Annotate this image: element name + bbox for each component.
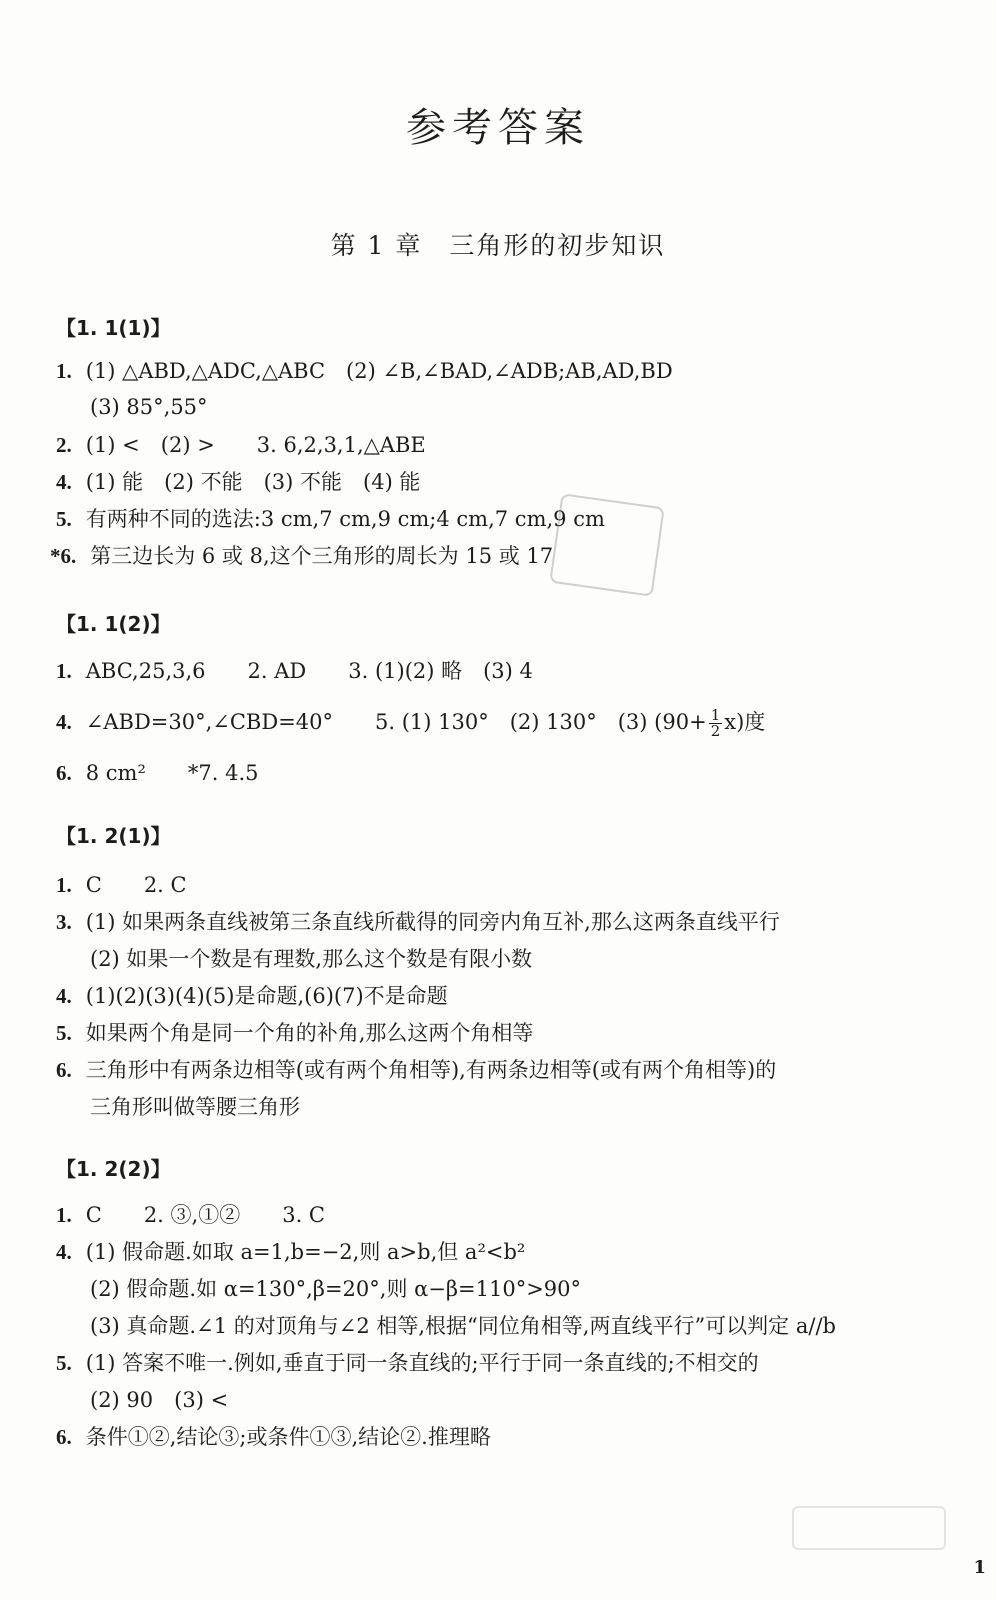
answer-line: 5. (1) 答案不唯一.例如,垂直于同一条直线的;平行于同一条直线的;不相交的 [56, 1351, 759, 1375]
answer-line: (2) 90 (3) < [90, 1388, 229, 1412]
section-heading-1-1-2: 【1. 1(2)】 [56, 612, 171, 636]
answer-line: 1. ABC,25,3,6 2. AD 3. (1)(2) 略 (3) 4 [56, 659, 533, 683]
section-heading-1-1-1: 【1. 1(1)】 [56, 316, 171, 340]
answer-line: 6. 三角形中有两条边相等(或有两个角相等),有两条边相等(或有两个角相等)的 [56, 1058, 777, 1082]
chapter-title: 第 1 章 三角形的初步知识 [330, 231, 666, 260]
page-number: 1 [973, 1557, 986, 1578]
answer-line: (2) 假命题.如 α=130°,β=20°,则 α−β=110°>90° [90, 1277, 582, 1301]
answer-line: 5. 如果两个角是同一个角的补角,那么这两个角相等 [56, 1021, 534, 1045]
answer-line: 1. C 2. ③,①② 3. C [56, 1203, 325, 1227]
answer-line: (2) 如果一个数是有理数,那么这个数是有限小数 [90, 947, 533, 971]
answer-line: *6. 第三边长为 6 或 8,这个三角形的周长为 15 或 17 [50, 544, 554, 568]
answer-line: 三角形叫做等腰三角形 [90, 1095, 300, 1119]
stamp-watermark [549, 493, 665, 597]
answer-line: (3) 85°,55° [90, 395, 208, 419]
site-watermark [792, 1506, 946, 1550]
answer-line: 1. (1) △ABD,△ADC,△ABC (2) ∠B,∠BAD,∠ADB;AB,AD,BD [56, 359, 673, 383]
answer-line: 5. 有两种不同的选法:3 cm,7 cm,9 cm;4 cm,7 cm,9 cm [56, 507, 605, 531]
answer-line: 4. (1)(2)(3)(4)(5)是命题,(6)(7)不是命题 [56, 984, 448, 1008]
answer-line: 6. 条件①②,结论③;或条件①③,结论②.推理略 [56, 1425, 491, 1449]
answer-line: (3) 真命题.∠1 的对顶角与∠2 相等,根据“同位角相等,两直线平行”可以判定 a//b [90, 1314, 836, 1338]
answer-line: 1. C 2. C [56, 873, 187, 897]
answer-line: 2. (1) < (2) > 3. 6,2,3,1,△ABE [56, 433, 426, 457]
fraction: $\frac{1}{2}$ [710, 706, 721, 740]
answer-line: 3. (1) 如果两条直线被第三条直线所截得的同旁内角互补,那么这两条直线平行 [56, 910, 780, 934]
answer-line: 4. ∠ABD=30°,∠CBD=40° 5. (1) 130° (2) 130° (3) (90+ $\frac{1}{2}$ x)度 [56, 706, 766, 740]
page-title: 参考答案 [406, 105, 590, 151]
answer-line: 4. (1) 假命题.如取 a=1,b=−2,则 a>b,但 a²<b² [56, 1240, 526, 1264]
section-heading-1-2-1: 【1. 2(1)】 [56, 824, 171, 848]
answer-line: 6. 8 cm² *7. 4.5 [56, 761, 259, 785]
section-heading-1-2-2: 【1. 2(2)】 [56, 1157, 171, 1181]
answer-line: 4. (1) 能 (2) 不能 (3) 不能 (4) 能 [56, 470, 421, 494]
